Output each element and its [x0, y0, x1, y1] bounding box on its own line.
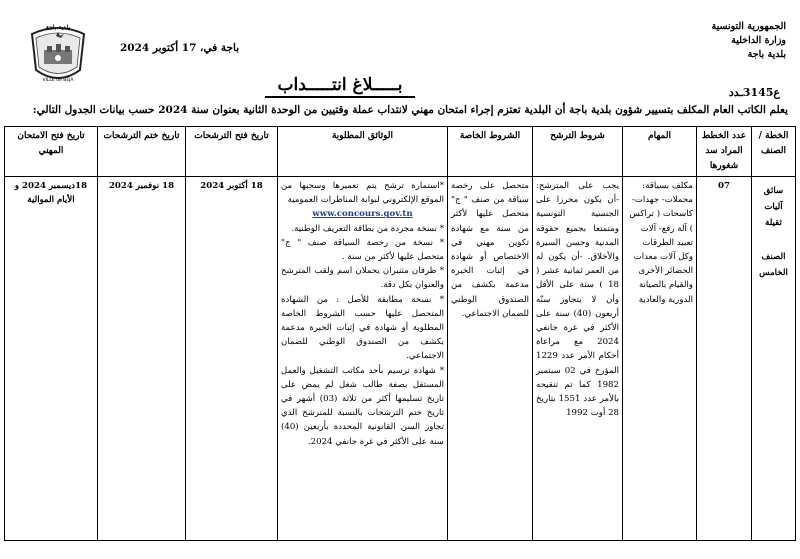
- municipality-seal-icon: [22, 20, 94, 90]
- cell-documents: [278, 177, 448, 541]
- header-plan: الخطة / الصنف: [752, 127, 796, 177]
- header-exam-date: تاريخ فتح الامتحان المهني: [5, 127, 98, 177]
- plan-category: الصنف الخامس: [759, 252, 788, 278]
- cell-exam-date: 18ديسمبر 2024 و الأيام الموالية: [5, 177, 98, 541]
- doc-item: *استمارة ترشح يتم تعميرها وسحبها من الموقع الإلكتروني لبوابة المناظرات العمومية: [281, 181, 444, 206]
- intro-text: يعلم الكاتب العام المكلف بتسيير شؤون بلدية باجة أن البلدية تعتزم إجراء امتحان مهني لانتداب عملة وقتيين من الوحدة الثانية بعنوان سنة 2024 حسب بيانات الجدول التالي:: [32, 104, 788, 116]
- doc-item: * نسخة من رخصة السياقة صنف " ج" متحصل عليها لأكثر من سنة .: [281, 237, 444, 263]
- title-underline: [265, 96, 415, 98]
- header-tasks: المهام: [623, 127, 697, 177]
- concours-link[interactable]: www.concours.gov.tn: [312, 209, 413, 220]
- header-documents: الوثائق المطلوبة: [278, 127, 448, 177]
- country-name: الجمهورية التونسية: [711, 21, 786, 32]
- logo-bottom-text: VILLE de BEJA: [42, 78, 74, 83]
- cell-special: متحصل على رخصة سياقة من صنف " ج" متحصل عليها لأكثر من سنة مع شهادة تكوين مهني في الاختصاص أو شهادة في إثبات الخبرة مدعمة بكشف من الصندوق الوطني للضمان الاجتماعي.: [448, 177, 533, 541]
- reference-number: ع3145ـدد: [728, 86, 780, 99]
- header-open-date: تاريخ فتح الترشحات: [186, 127, 278, 177]
- header-conditions: شروط الترشح: [533, 127, 623, 177]
- municipality-name: بلدية باجة: [747, 49, 786, 60]
- page-title: بـــــلاغ انتـــــداب: [277, 75, 403, 95]
- table-header-row: [5, 127, 796, 177]
- header-count: عدد الخطط المراد سد شغورها: [697, 127, 752, 177]
- cell-conditions: يجب على المترشح: -أن يكون محرزا على الجنسية التونسية ومتمتعا بجميع حقوقه المدنية وحسن السيرة والأخلاق. -أن يكون له من العمر ثمانية عشر ( 18 ) سنة على الأقل وأن لا يتجاوز سنّه أربعون (40) سنة على الأكثر في غرة جانفي 2024 مع مراعاة أحكام الأمر عدد 1229 المؤرخ في 02 سبتمبر 1982 كما تم تنقيحه بالأمر عدد 1551 بتاريخ 28 أوت 1992: [533, 177, 623, 541]
- plan-title: سائق آليات ثقيلة: [763, 186, 784, 228]
- doc-item: * نسخة مجردة من بطاقة التعريف الوطنية.: [291, 223, 444, 234]
- cell-open-date: 18 أكتوبر 2024: [186, 177, 278, 541]
- logo-top-text: بلدية باجة: [45, 24, 71, 31]
- doc-item: * شهادة ترسيم بأحد مكاتب التشغيل والعمل المستقل بصفة طالب شغل لم يمض على تاريخ تسليمها أكثر من ثلاثة (03) أشهر في تاريخ ختم الترشحات بالنسبة للمترشح الذي تجاوز السن القانونية المحددة بأربعين (40) سنة على الأكثر في غرة جانفي 2024.: [281, 365, 444, 447]
- cell-tasks: مكلف بسياقة: محملات- جهدات- كاسحات ( تراكس ) آلة رفع- آلات تعبيد الطرقات وكل آلات معدات الحضائر الأخرى والقيام بالصيانة الدورية والعادية: [623, 177, 697, 541]
- recruitment-table: [4, 126, 796, 541]
- cell-count: 07: [697, 177, 752, 541]
- table-row: [5, 177, 796, 541]
- header-special: الشروط الخاصة: [448, 127, 533, 177]
- header-close-date: تاريخ ختم الترشحات: [98, 127, 186, 177]
- doc-item: * نسخة مطابقة للأصل : من الشهادة المتحصل عليها حسب الشروط الخاصة المطلوبة أو شهادة في إثبات الخبرة مدعمة بكشف من الصندوق الوطني للضمان الاجتماعي.: [281, 294, 444, 362]
- header-block: [676, 20, 786, 62]
- ministry-name: وزارة الداخلية: [731, 35, 786, 46]
- cell-plan: [752, 177, 796, 541]
- cell-close-date: 18 نوفمبر 2024: [98, 177, 186, 541]
- date-line: باجة في، 17 أكتوبر 2024: [120, 42, 240, 54]
- doc-item: * ظرفان متنبران يحملان اسم ولقب المترشح والعنوان بكل دقة.: [281, 266, 444, 291]
